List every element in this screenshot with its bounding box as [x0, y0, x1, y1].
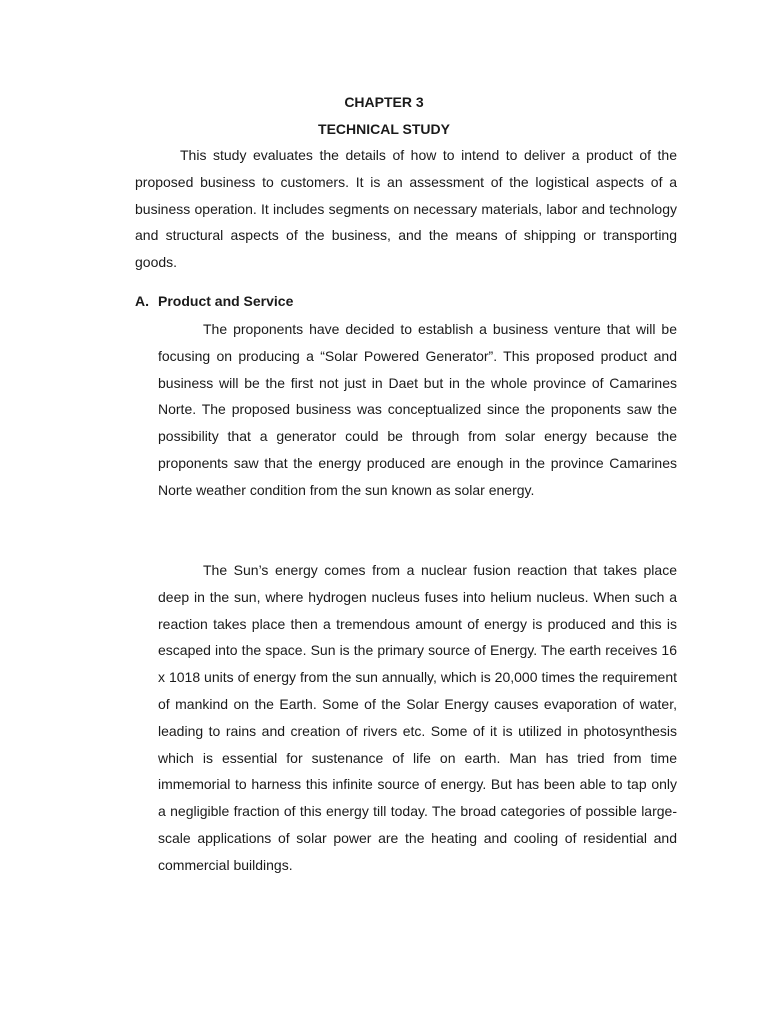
- study-title: TECHNICAL STUDY: [318, 121, 450, 137]
- section-number: A.: [135, 293, 149, 309]
- section-heading-product-and-service: [135, 291, 293, 311]
- intro-paragraph: This study evaluates the details of how to intend to deliver a product of the proposed business to customers. It is an assessment of the logistical aspects of a business operation. It includes segments on necessary materials, labor and technology and structural aspects of the business, and the means of shipping or transporting goods.: [135, 147, 677, 271]
- section-paragraph: The proponents have decided to establish a business venture that will be focusing on producing a “Solar Powered Generator”. This proposed product and business will be the first not just in Daet but in the whole province of Camarines Norte. The proposed business was conceptualized since the proponents saw the possibility that a generator could be through from solar energy because the proponents saw that the energy produced are enough in the province Camarines Norte weather condition from the sun known as solar energy.: [158, 321, 677, 498]
- section-title: Product and Service: [158, 293, 294, 309]
- section-paragraph: The Sun’s energy comes from a nuclear fusion reaction that takes place deep in the sun, where hydrogen nucleus fuses into helium nucleus. When such a reaction takes place then a tremendous amount of energy is produced and this is escaped into the space. Sun is the primary source of Energy. The earth receives 16 x 1018 units of energy from the sun annually, which is 20,000 times the requirement of mankind on the Earth. Some of the Solar Energy causes evaporation of water, leading to rains and creation of rivers etc. Some of it is utilized in photosynthesis which is essential for sustenance of life on earth. Man has tried from time immemorial to harness this infinite source of energy. But has been able to tap only a negligible fraction of this energy till today. The broad categories of possible large-scale applications of solar power are the heating and cooling of residential and commercial buildings.: [158, 562, 677, 873]
- chapter-title: CHAPTER 3: [344, 94, 424, 110]
